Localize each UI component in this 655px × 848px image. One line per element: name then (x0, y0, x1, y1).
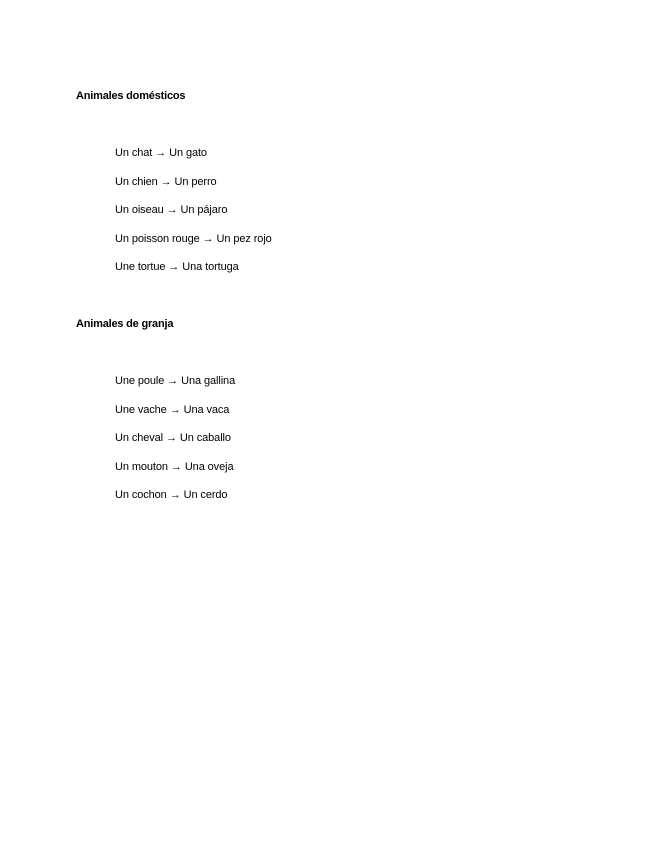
vocab-item (115, 461, 235, 474)
arrow-icon: → (155, 147, 167, 159)
vocab-list-domestic-animals (115, 147, 272, 290)
spanish-word: Un pájaro (180, 204, 228, 216)
vocab-item (115, 375, 235, 388)
section-heading-farm-animals: Animales de granja (76, 318, 174, 330)
section-heading-domestic-animals: Animales domésticos (76, 90, 186, 102)
french-word: Une poule (115, 375, 165, 387)
spanish-word: Un perro (174, 175, 217, 188)
french-word: Un chat (115, 147, 153, 159)
spanish-word: Un pez rojo (216, 232, 272, 245)
vocab-item (115, 204, 272, 217)
arrow-icon: → (169, 403, 181, 416)
arrow-icon: → (170, 460, 182, 473)
arrow-icon: → (160, 175, 172, 188)
vocab-list-farm-animals (115, 375, 235, 518)
french-word: Un oiseau (115, 204, 164, 216)
spanish-word: Un gato (169, 147, 207, 159)
vocab-item (115, 176, 272, 189)
arrow-icon: → (202, 232, 214, 245)
french-word: Une vache (115, 403, 167, 416)
arrow-icon: → (166, 432, 177, 444)
arrow-icon: → (168, 261, 180, 273)
vocab-item (115, 233, 272, 246)
spanish-word: Una tortuga (182, 261, 239, 273)
spanish-word: Un cerdo (183, 489, 228, 501)
arrow-icon: → (167, 375, 179, 387)
french-word: Un cheval (115, 432, 164, 444)
arrow-icon: → (169, 489, 181, 501)
arrow-icon: → (166, 204, 178, 216)
vocab-item (115, 261, 272, 274)
spanish-word: Una oveja (184, 460, 234, 473)
french-word: Un chien (115, 175, 158, 188)
vocab-item (115, 432, 235, 445)
french-word: Un poisson rouge (115, 232, 200, 245)
vocab-item (115, 404, 235, 417)
spanish-word: Una gallina (181, 375, 236, 387)
french-word: Un mouton (115, 460, 168, 473)
vocab-item (115, 147, 272, 160)
french-word: Un cochon (115, 489, 167, 501)
spanish-word: Un caballo (179, 432, 231, 444)
french-word: Une tortue (115, 261, 166, 273)
spanish-word: Una vaca (183, 403, 230, 416)
vocab-item (115, 489, 235, 502)
